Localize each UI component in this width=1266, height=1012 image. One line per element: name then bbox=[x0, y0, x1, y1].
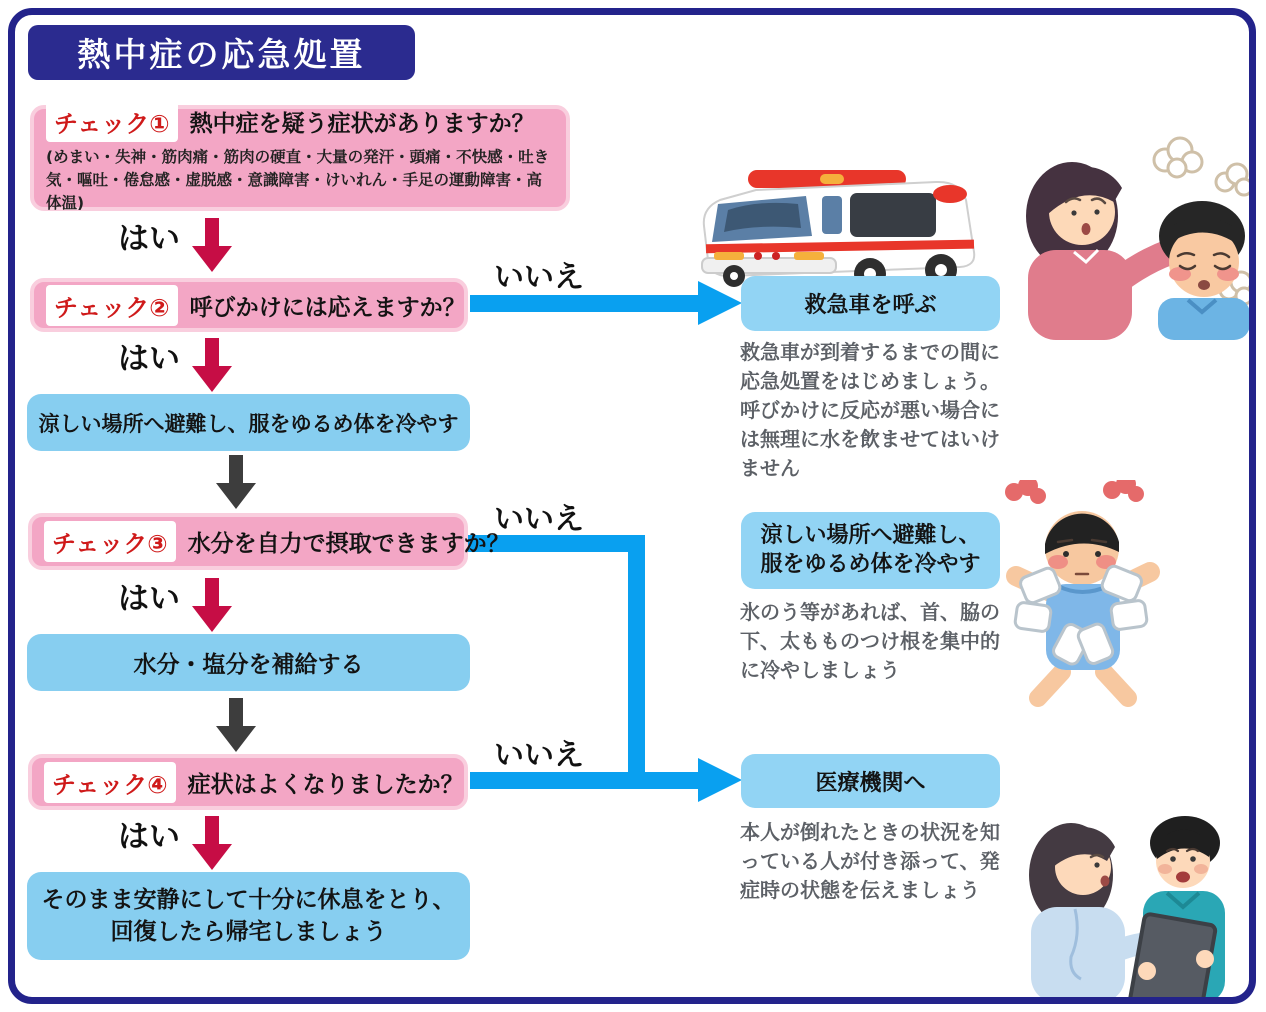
medical-facility-title: 医療機関へ bbox=[815, 770, 926, 796]
yes-label-3: はい bbox=[118, 581, 180, 617]
check1-box bbox=[30, 105, 570, 211]
yes-branch-2 bbox=[118, 338, 234, 392]
check1-symptom-list: (めまい・失神・筋肉痛・筋肉の硬直・大量の発汗・頭痛・不快感・吐き気・嘔吐・倦怠感・虚脱感・意識障害・けいれん・手足の運動障害・高体温) bbox=[46, 147, 550, 213]
down-arrow-2-icon bbox=[214, 698, 258, 752]
yes-arrow-2-icon bbox=[190, 338, 234, 392]
yes-label-4: はい bbox=[118, 819, 180, 855]
rest-action-line1: そのまま安静にして十分に休息をとり、 bbox=[41, 886, 456, 913]
rest-action-box bbox=[27, 872, 470, 960]
check3-box bbox=[28, 513, 510, 570]
no-label-1: いいえ bbox=[494, 260, 584, 295]
check2-box bbox=[30, 278, 468, 332]
no-label-3: いいえ bbox=[494, 738, 584, 773]
yes-label-1: はい bbox=[118, 221, 180, 257]
yes-branch-3 bbox=[118, 578, 234, 632]
check3-tag: チェック③ bbox=[44, 521, 176, 562]
page-title: 熱中症の応急処置 bbox=[28, 25, 415, 80]
cool-action-box bbox=[27, 394, 470, 451]
hydrate-action-text: 水分・塩分を補給する bbox=[133, 652, 364, 678]
no-label-2: いいえ bbox=[494, 502, 584, 537]
ambulance-illustration bbox=[698, 166, 990, 294]
yes-label-2: はい bbox=[118, 341, 180, 377]
patient-interview-tablet-illustration bbox=[1015, 803, 1240, 1003]
check2-tag: チェック② bbox=[46, 285, 178, 326]
cool-place-title-line1: 涼しい場所へ避難し、 bbox=[760, 522, 981, 548]
check1-tag: チェック① bbox=[46, 101, 178, 142]
yes-branch-4 bbox=[118, 816, 234, 870]
yes-arrow-3-icon bbox=[190, 578, 234, 632]
cool-place-title-line2: 服をゆるめ体を冷やす bbox=[760, 551, 981, 577]
baby-with-ice-packs-illustration bbox=[1000, 480, 1165, 708]
call-ambulance-box bbox=[741, 276, 1000, 331]
check1-question: 熱中症を疑う症状がありますか？ bbox=[189, 110, 535, 137]
call-ambulance-title: 救急車を呼ぶ bbox=[804, 293, 937, 318]
medical-facility-box bbox=[741, 754, 1000, 808]
call-ambulance-note: 救急車が到着するまでの間に応急処置をはじめましょう。呼びかけに反応が悪い場合には無理に水を飲ませてはいけません bbox=[740, 340, 1000, 480]
check3-question: 水分を自力で摂取できますか？ bbox=[187, 531, 510, 557]
medical-facility-note: 本人が倒れたときの状況を知っている人が付き添って、発症時の状態を伝えましょう bbox=[740, 820, 1000, 902]
hydrate-action-box bbox=[27, 634, 470, 691]
no-connector-check3-vertical bbox=[628, 535, 645, 781]
check4-box bbox=[28, 754, 468, 810]
check4-tag: チェック④ bbox=[44, 762, 176, 803]
rest-action-line2: 回復したら帰宅しましょう bbox=[110, 919, 387, 945]
check4-question: 症状はよくなりましたか？ bbox=[187, 771, 464, 798]
cool-place-note: 氷のう等があれば、首、脇の下、太もものつけ根を集中的に冷やしましょう bbox=[740, 600, 1000, 682]
down-arrow-1-icon bbox=[214, 455, 258, 509]
cool-place-box bbox=[741, 512, 1000, 589]
cool-action-text: 涼しい場所へ避難し、服をゆるめ体を冷やす bbox=[38, 411, 459, 436]
yes-arrow-4-icon bbox=[190, 816, 234, 870]
mother-checking-child-fever-illustration bbox=[1022, 132, 1257, 340]
check2-question: 呼びかけには応えますか？ bbox=[189, 294, 466, 321]
yes-arrow-1-icon bbox=[190, 218, 234, 272]
yes-branch-1 bbox=[118, 218, 234, 272]
